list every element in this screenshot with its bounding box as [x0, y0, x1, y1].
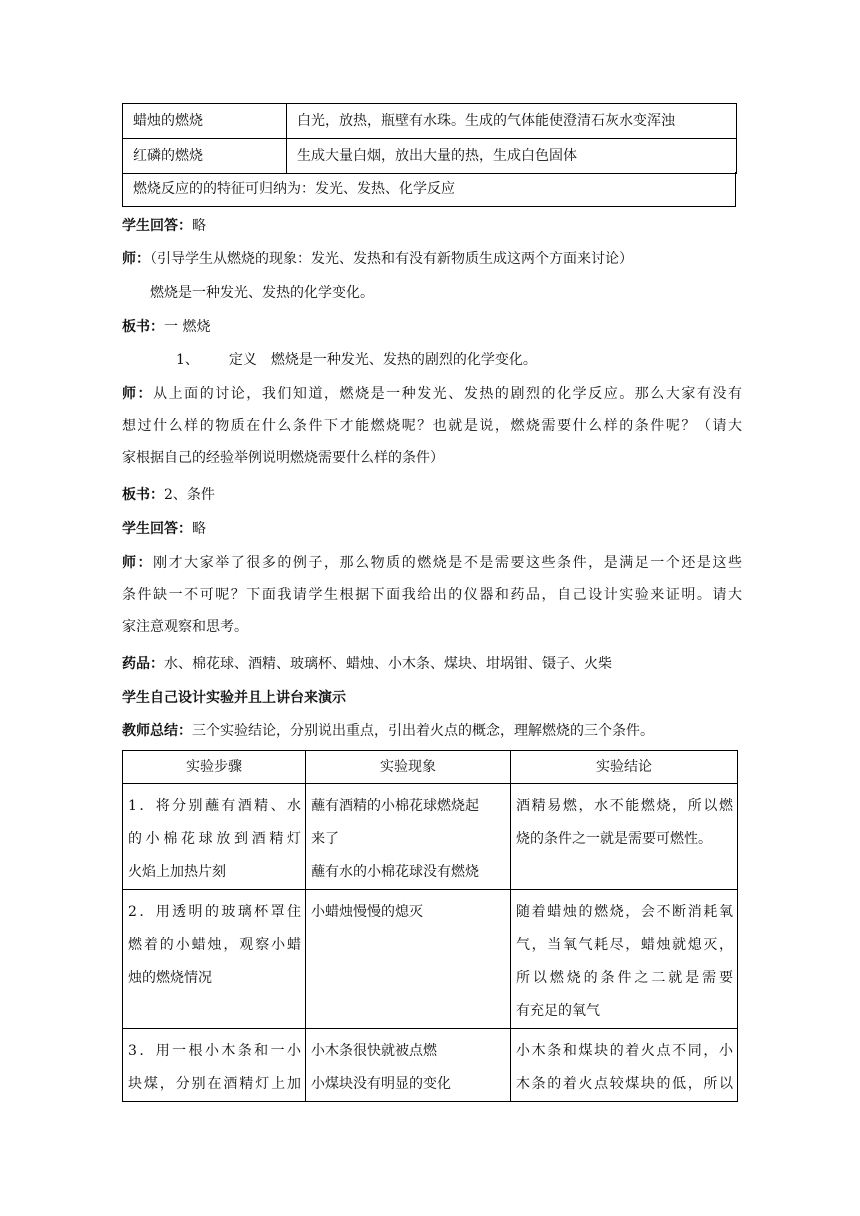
table-row — [123, 139, 737, 174]
line: 蘸有酒精的小棉花球燃烧起 — [311, 798, 479, 814]
substance-cell: 蜡烛的燃烧 — [123, 104, 287, 139]
label: 学生回答： — [122, 521, 192, 537]
label: 教师总结： — [122, 723, 192, 739]
text: 略 — [192, 521, 206, 537]
column-header: 实验步骤 — [123, 751, 306, 784]
definition-line — [176, 344, 796, 376]
label: 板书： — [122, 319, 164, 335]
label: 师： — [122, 555, 154, 571]
student-answer-1 — [122, 210, 742, 242]
label: 学生回答： — [122, 218, 192, 234]
text: （引导学生从燃烧的现象：发光、发热和有没有新物质生成这两个方面来讨论） — [150, 251, 633, 267]
student-answer-2 — [122, 513, 742, 545]
line: 气，当氧气耗尽，蜡烛就熄灭， — [516, 937, 733, 953]
line: 烧的条件之一就是需要可燃性。 — [516, 831, 712, 847]
substance-cell: 红磷的燃烧 — [123, 139, 287, 174]
conclusion-cell — [511, 1029, 738, 1102]
combustion-phenomena-table — [122, 103, 737, 174]
text: 刚才大家举了很多的例子，那么物质的燃烧是不是需要这些条件，是满足一个还是这些 — [153, 555, 742, 571]
line: 小木条很快就被点燃 — [311, 1043, 437, 1059]
line: 想过什么样的物质在什么条件下才能燃烧呢？也就是说，燃烧需要什么样的条件呢？（请大 — [122, 418, 742, 434]
step-cell — [123, 1029, 306, 1102]
column-header: 实验结论 — [511, 751, 738, 784]
line: 随着蜡烛的燃烧，会不断消耗氧 — [516, 904, 733, 920]
phenomenon-cell: 白光，放热，瓶壁有水珠。生成的气体能使澄清石灰水变浑浊 — [287, 104, 737, 139]
step-cell — [123, 890, 306, 1029]
line: 木条的着火点较煤块的低，所以 — [516, 1076, 733, 1092]
text: 从上面的讨论，我们知道，燃烧是一种发光、发热的剧烈的化学反应。那么大家有没有 — [153, 386, 742, 402]
materials-line — [122, 648, 742, 680]
conclusion-cell — [511, 890, 738, 1029]
statement-line: 燃烧是一种发光、发热的化学变化。 — [150, 285, 374, 301]
text: 三个实验结论，分别说出重点，引出着火点的概念，理解燃烧的三个条件。 — [192, 723, 654, 739]
phenomenon-cell — [306, 890, 511, 1029]
phenomenon-cell — [306, 1029, 511, 1102]
label: 板书： — [122, 487, 164, 503]
line: 条件缺一不可呢？下面我请学生根据下面我给出的仪器和药品，自己设计实验来证明。请大 — [122, 587, 742, 603]
student-demo-line: 学生自己设计实验并且上讲台来演示 — [122, 690, 346, 706]
table-header-row — [123, 751, 738, 784]
line: 小蜡烛慢慢的熄灭 — [311, 904, 423, 920]
line: 的小棉花球放到酒精灯 — [128, 831, 301, 847]
line — [122, 378, 742, 410]
text: 水、棉花球、酒精、玻璃杯、蜡烛、小木条、煤块、坩埚钳、镊子、火柴 — [164, 656, 612, 672]
board-note-1 — [122, 311, 742, 343]
table-row — [123, 104, 737, 139]
line: 小煤块没有明显的变化 — [311, 1076, 451, 1092]
text: 2、条件 — [164, 487, 215, 503]
text: 略 — [192, 218, 206, 234]
column-header: 实验现象 — [306, 751, 511, 784]
conclusion-cell — [511, 784, 738, 890]
phenomenon-cell — [306, 784, 511, 890]
text: 一 燃烧 — [164, 319, 211, 335]
label: 药品： — [122, 656, 164, 672]
table-row — [123, 784, 738, 890]
teacher-line-1 — [122, 243, 742, 275]
line: 块煤，分别在酒精灯上加 — [128, 1076, 301, 1092]
teacher-summary-line — [122, 715, 742, 747]
line: 3．用一根小木条和一小 — [128, 1043, 301, 1059]
board-note-2 — [122, 479, 742, 511]
text: 定义 燃烧是一种发光、发热的剧烈的化学变化。 — [228, 352, 537, 368]
line: 火焰上加热片刻 — [128, 864, 226, 880]
line: 烛的燃烧情况 — [128, 970, 212, 986]
line — [122, 547, 742, 579]
line: 来了 — [311, 831, 339, 847]
table-row — [123, 1029, 738, 1102]
line: 1．将分别蘸有酒精、水 — [128, 798, 301, 814]
line: 燃着的小蜡烛，观察小蜡 — [128, 937, 301, 953]
line: 所以燃烧的条件之二就是需要 — [516, 970, 733, 986]
table-summary-row: 燃烧反应的的特征可归纳为：发光、发热、化学反应 — [122, 172, 736, 207]
teacher-line-2 — [122, 378, 742, 474]
line: 小木条和煤块的着火点不同，小 — [516, 1043, 733, 1059]
step-cell — [123, 784, 306, 890]
phenomenon-cell: 生成大量白烟，放出大量的热，生成白色固体 — [287, 139, 737, 174]
line: 酒精易燃，水不能燃烧，所以燃 — [516, 798, 733, 814]
teacher-line-3 — [122, 547, 742, 643]
label: 师： — [122, 251, 150, 267]
line: 2．用透明的玻璃杯罩住 — [128, 904, 301, 920]
table-row — [123, 890, 738, 1029]
label: 师： — [122, 386, 154, 402]
line: 蘸有水的小棉花球没有燃烧 — [311, 864, 479, 880]
line: 家注意观察和思考。 — [122, 619, 248, 635]
line: 家根据自己的经验举例说明燃烧需要什么样的条件） — [122, 450, 444, 466]
experiment-table — [122, 750, 738, 1102]
number: 1、 — [176, 352, 199, 368]
line: 有充足的氧气 — [516, 1003, 600, 1019]
